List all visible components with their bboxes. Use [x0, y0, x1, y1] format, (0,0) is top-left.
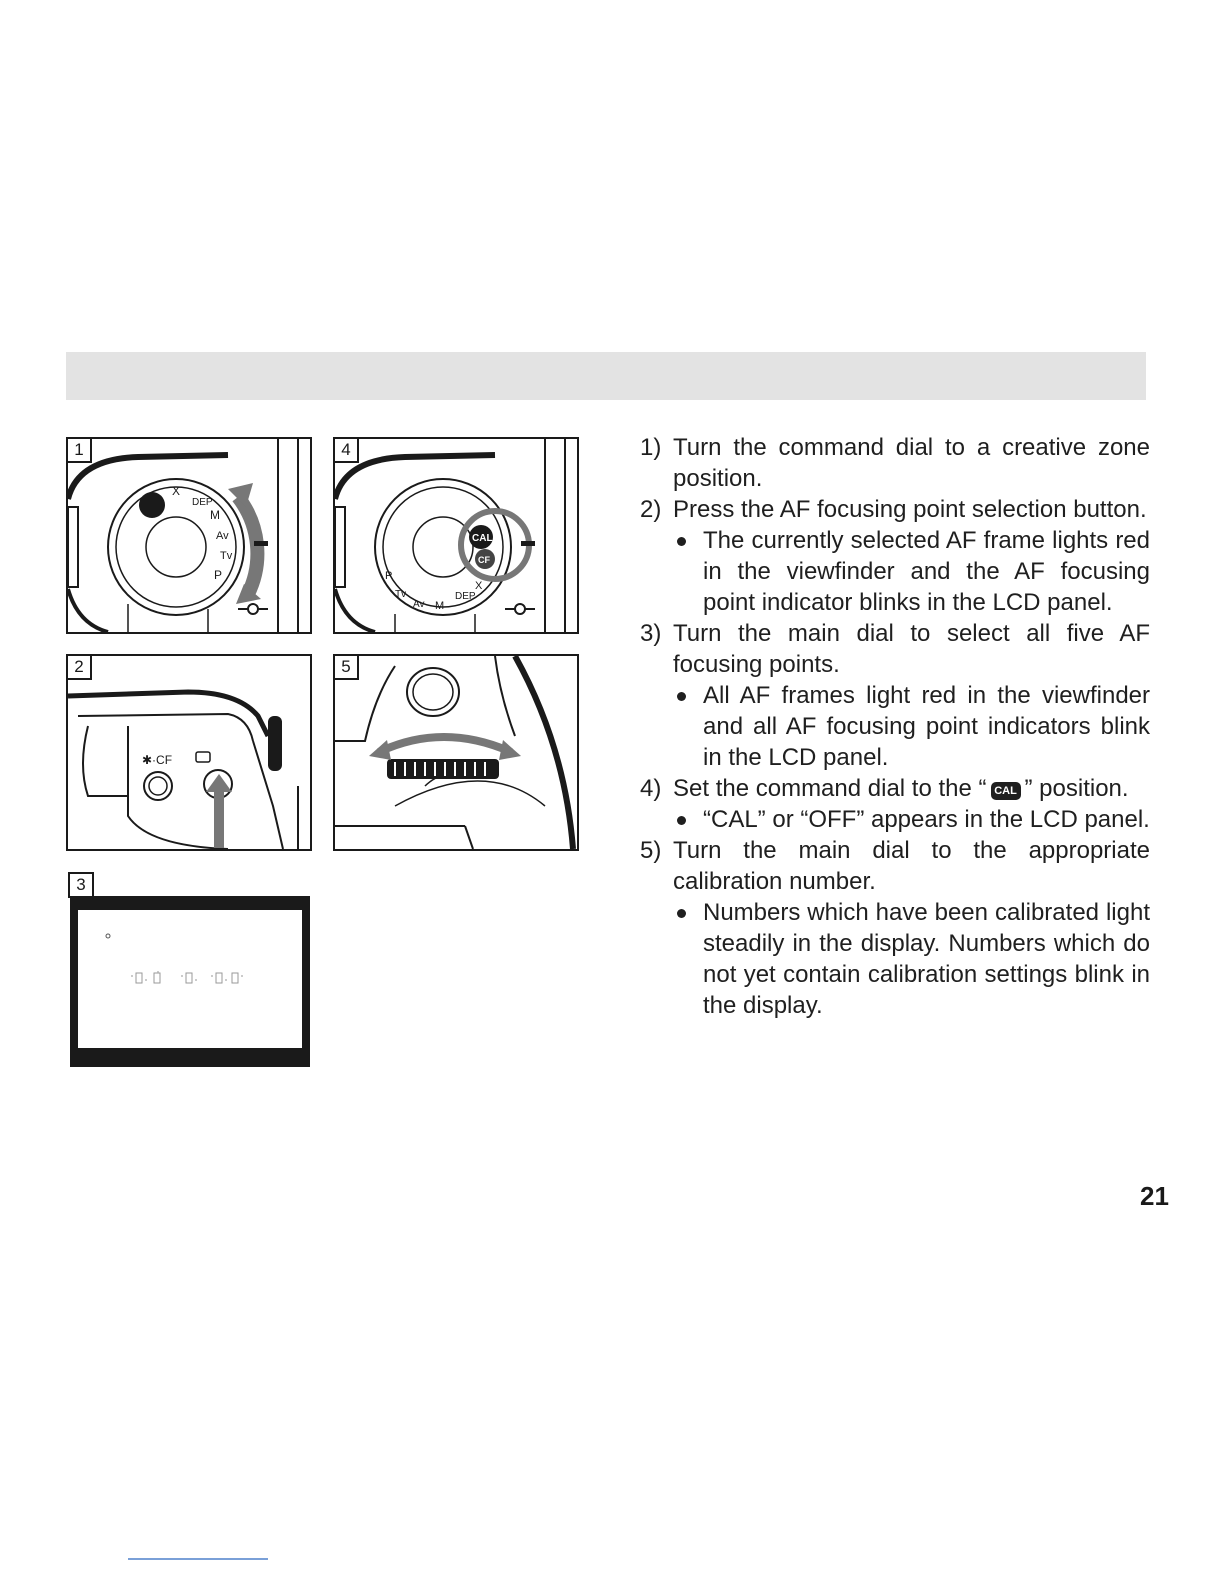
dial-label-dep: DEP [455, 591, 476, 602]
lcd-panel-illustration [70, 896, 310, 1067]
step-2-bullet [640, 525, 1150, 618]
bullet-text: All AF frames light red in the viewfinder and all AF focusing point indicators blink in the LCD panel. [703, 682, 1150, 771]
step-text: Turn the main dial to select all five AF focusing points. [673, 620, 1150, 678]
step-text: Turn the command dial to a creative zone position. [673, 434, 1150, 492]
cal-icon: CAL [991, 782, 1021, 800]
dial-label-m: M [210, 508, 220, 522]
step-4-bullet [640, 804, 1150, 835]
dial-label-x: X [172, 484, 181, 498]
dial-label-dep: DEP [192, 497, 213, 508]
instructions [640, 432, 1150, 1021]
step-text: Turn the main dial to the appropriate calibration number. [673, 837, 1150, 895]
bullet-dot [677, 909, 686, 918]
step-number: 3) [640, 620, 662, 647]
dial-label-p: P [385, 570, 393, 582]
command-dial-illustration [68, 439, 310, 632]
dial-label-cf: CF [478, 555, 490, 565]
bullet-text: The currently selected AF frame lights red in the viewfinder and the AF focusing point indicator blinks in the LCD panel. [703, 527, 1150, 616]
dial-label-x: X [475, 580, 483, 592]
step-5 [640, 835, 1150, 897]
figure-number: 5 [335, 656, 359, 680]
button-label: ✱·CF [142, 753, 173, 767]
dial-label-av: Av [216, 530, 229, 542]
figure-number: 3 [68, 872, 94, 898]
figure-2-af-button [66, 654, 312, 851]
divider [128, 1558, 268, 1560]
figure-4-command-dial-cal [333, 437, 579, 634]
header-band [66, 352, 1146, 400]
dial-label-tv: Tv [395, 589, 407, 600]
bullet-text: “CAL” or “OFF” appears in the LCD panel. [703, 806, 1150, 833]
step-4 [640, 773, 1150, 804]
step-1 [640, 432, 1150, 494]
step-text-before: Set the command dial to the “ [673, 775, 987, 802]
step-number: 1) [640, 434, 662, 461]
step-3 [640, 618, 1150, 680]
step-5-bullet [640, 897, 1150, 1021]
dial-label-tv: Tv [220, 550, 233, 562]
dial-label-m: M [435, 600, 445, 612]
figure-1-command-dial [66, 437, 312, 634]
bullet-dot [677, 692, 686, 701]
step-text: Press the AF focusing point selection button. [673, 496, 1147, 523]
dial-label-cal: CAL [472, 533, 493, 544]
main-dial-illustration [335, 656, 577, 849]
step-3-bullet [640, 680, 1150, 773]
step-text-after: ” position. [1024, 775, 1129, 802]
step-number: 4) [640, 775, 662, 802]
step-number: 2) [640, 496, 662, 523]
highlight-circle [461, 511, 529, 579]
bullet-dot [677, 537, 686, 546]
figure-number: 1 [68, 439, 92, 463]
step-2 [640, 494, 1150, 525]
dial-label-av: Av [413, 599, 425, 610]
step-number: 5) [640, 837, 662, 864]
figure-3-lcd-panel [70, 896, 310, 1067]
af-button-illustration [68, 656, 310, 849]
dial-label-p: P [214, 568, 223, 582]
bullet-text: Numbers which have been calibrated light steadily in the display. Numbers which do not yet contain calibration settings blink in the display. [703, 899, 1150, 1019]
figure-number: 4 [335, 439, 359, 463]
bullet-dot [677, 816, 686, 825]
command-dial-cal-illustration [335, 439, 577, 632]
page-number: 21 [1140, 1181, 1169, 1211]
figure-5-main-dial [333, 654, 579, 851]
figure-number: 2 [68, 656, 92, 680]
